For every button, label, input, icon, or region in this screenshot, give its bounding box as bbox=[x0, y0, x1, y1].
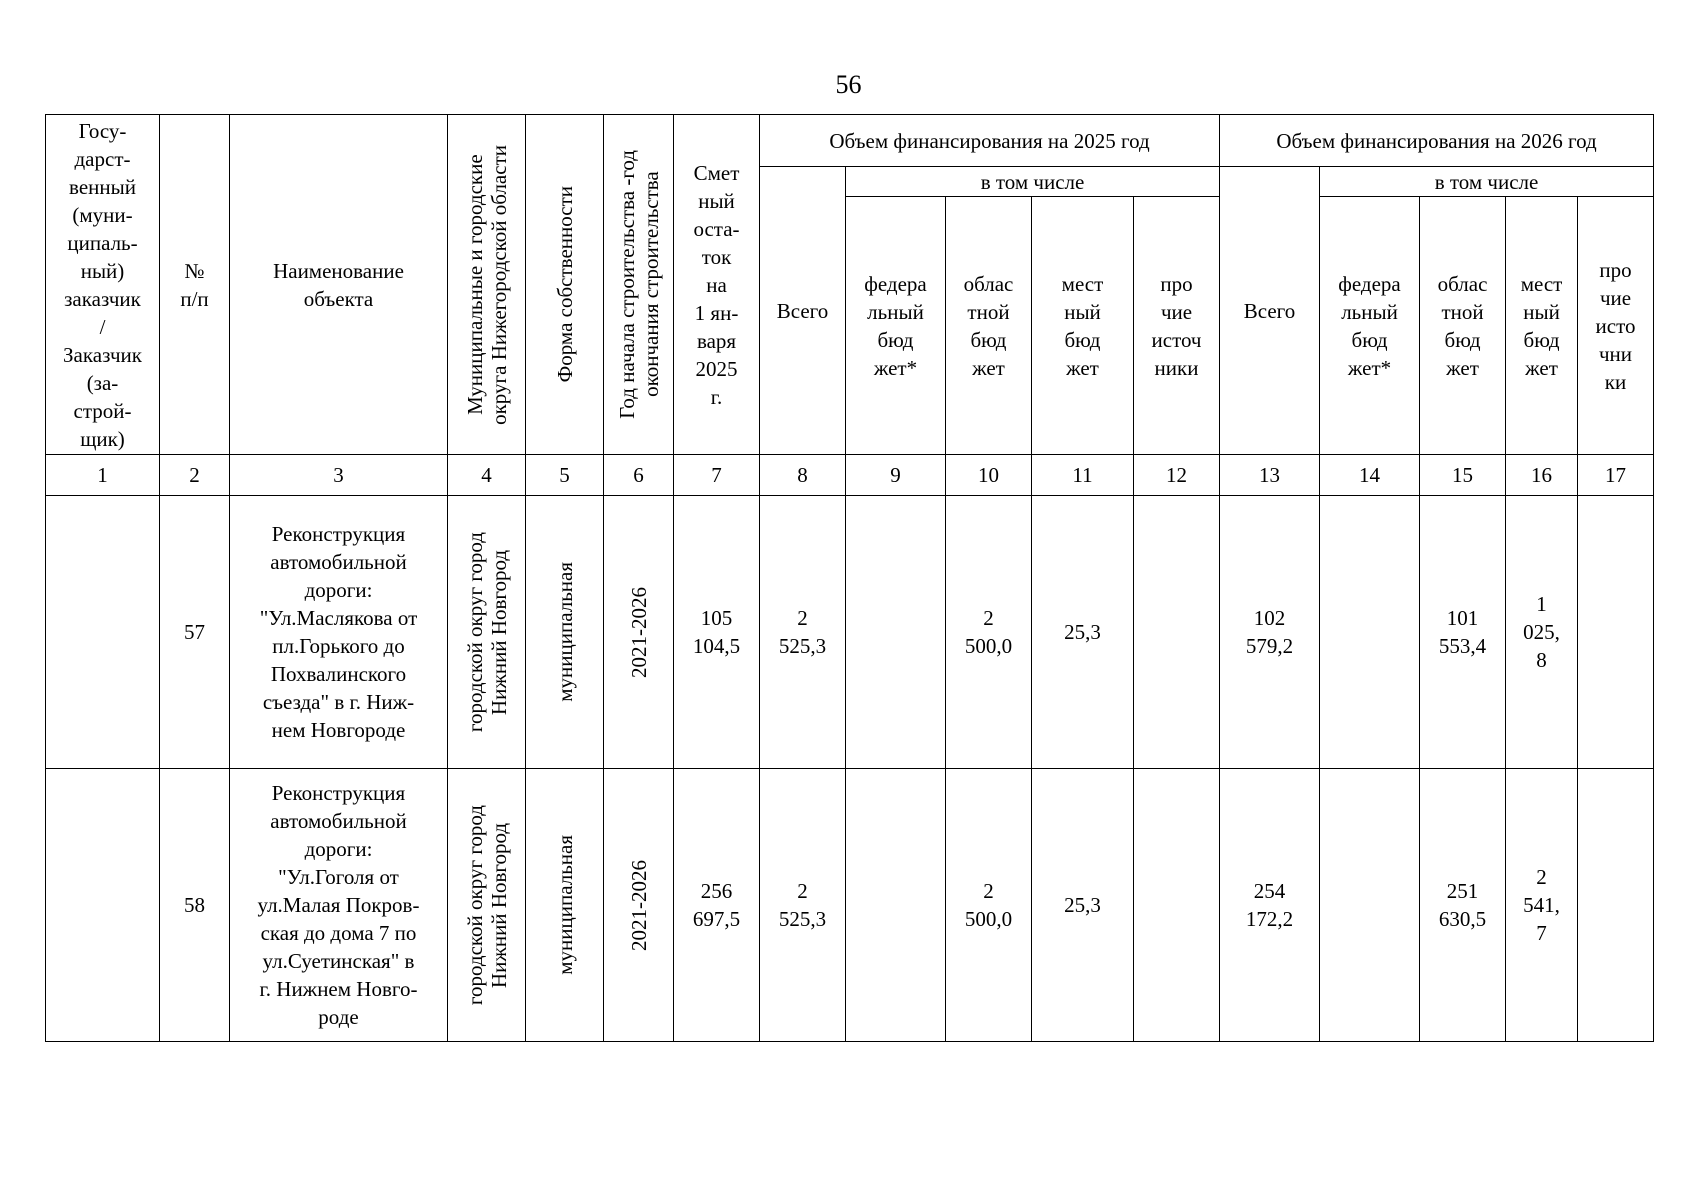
header-ownership-cell bbox=[526, 115, 604, 455]
cell-local-2026: 2 541, 7 bbox=[1506, 769, 1578, 1042]
header-years: Год начала строительства -год окончания строительства bbox=[614, 150, 663, 419]
header-object-name: Наименование объекта bbox=[230, 115, 448, 455]
cell-years: 2021-2026 bbox=[626, 586, 651, 678]
cell-number: 57 bbox=[160, 496, 230, 769]
header-federal-2025: федера льный бюд жет* bbox=[846, 197, 946, 455]
column-number: 14 bbox=[1320, 455, 1420, 496]
cell-ownership-wrap bbox=[526, 769, 604, 1042]
table-row bbox=[46, 496, 1654, 769]
header-local-2025: мест ный бюд жет bbox=[1032, 197, 1134, 455]
cell-local-2026: 1 025, 8 bbox=[1506, 496, 1578, 769]
cell-regional-2026: 101 553,4 bbox=[1420, 496, 1506, 769]
column-number: 12 bbox=[1134, 455, 1220, 496]
column-number: 16 bbox=[1506, 455, 1578, 496]
header-total-2025: Всего bbox=[760, 167, 846, 455]
column-number: 8 bbox=[760, 455, 846, 496]
column-number: 13 bbox=[1220, 455, 1320, 496]
column-number: 10 bbox=[946, 455, 1032, 496]
cell-ownership: муниципальная bbox=[552, 562, 577, 702]
cell-other-2026 bbox=[1578, 769, 1654, 1042]
column-number: 6 bbox=[604, 455, 674, 496]
cell-local-2025: 25,3 bbox=[1032, 496, 1134, 769]
header-other-2026: про чие исто чни ки bbox=[1578, 197, 1654, 455]
cell-other-2026 bbox=[1578, 496, 1654, 769]
column-number: 17 bbox=[1578, 455, 1654, 496]
column-number: 9 bbox=[846, 455, 946, 496]
header-customer: Госу- дарст- венный (муни- ципаль- ный) заказчик / Заказчик (за- строй- щик) bbox=[46, 115, 160, 455]
column-number-row bbox=[46, 455, 1654, 496]
cell-ownership: муниципальная bbox=[552, 835, 577, 975]
header-regional-2026: облас тной бюд жет bbox=[1420, 197, 1506, 455]
column-number: 1 bbox=[46, 455, 160, 496]
header-financing-2025: Объем финансирования на 2025 год bbox=[760, 115, 1220, 167]
cell-ownership-wrap bbox=[526, 496, 604, 769]
cell-object-name: Реконструкция автомобильной дороги: "Ул.Маслякова от пл.Горького до Похвалинского съезда" в г. Ниж- нем Новгороде bbox=[230, 496, 448, 769]
header-regional-2025: облас тной бюд жет bbox=[946, 197, 1032, 455]
cell-number: 58 bbox=[160, 769, 230, 1042]
column-number: 2 bbox=[160, 455, 230, 496]
cell-regional-2025: 2 500,0 bbox=[946, 496, 1032, 769]
cell-years-wrap bbox=[604, 769, 674, 1042]
cell-remainder: 256 697,5 bbox=[674, 769, 760, 1042]
cell-regional-2026: 251 630,5 bbox=[1420, 769, 1506, 1042]
cell-customer bbox=[46, 496, 160, 769]
cell-federal-2026 bbox=[1320, 769, 1420, 1042]
financing-table bbox=[45, 114, 1654, 1042]
header-including-2025: в том числе bbox=[846, 167, 1220, 197]
column-number: 5 bbox=[526, 455, 604, 496]
column-number: 7 bbox=[674, 455, 760, 496]
column-number: 11 bbox=[1032, 455, 1134, 496]
cell-total-2026: 102 579,2 bbox=[1220, 496, 1320, 769]
cell-object-name: Реконструкция автомобильной дороги: "Ул.Гоголя от ул.Малая Покров- ская до дома 7 по ул.Суетинская" в г. Нижнем Новго- роде bbox=[230, 769, 448, 1042]
header-including-2026: в том числе bbox=[1320, 167, 1654, 197]
cell-years: 2021-2026 bbox=[626, 859, 651, 951]
column-number: 15 bbox=[1420, 455, 1506, 496]
cell-customer bbox=[46, 769, 160, 1042]
cell-district-wrap bbox=[448, 769, 526, 1042]
column-number: 4 bbox=[448, 455, 526, 496]
header-ownership: Форма собственности bbox=[552, 186, 577, 383]
cell-other-2025 bbox=[1134, 769, 1220, 1042]
header-federal-2026: федера льный бюд жет* bbox=[1320, 197, 1420, 455]
header-years-cell bbox=[604, 115, 674, 455]
cell-federal-2026 bbox=[1320, 496, 1420, 769]
header-local-2026: мест ный бюд жет bbox=[1506, 197, 1578, 455]
cell-total-2025: 2 525,3 bbox=[760, 496, 846, 769]
header-financing-2026: Объем финансирования на 2026 год bbox=[1220, 115, 1654, 167]
cell-regional-2025: 2 500,0 bbox=[946, 769, 1032, 1042]
cell-years-wrap bbox=[604, 496, 674, 769]
cell-federal-2025 bbox=[846, 496, 946, 769]
cell-district: городской округ город Нижний Новгород bbox=[462, 531, 511, 733]
column-number: 3 bbox=[230, 455, 448, 496]
header-district-cell bbox=[448, 115, 526, 455]
cell-total-2025: 2 525,3 bbox=[760, 769, 846, 1042]
cell-other-2025 bbox=[1134, 496, 1220, 769]
cell-remainder: 105 104,5 bbox=[674, 496, 760, 769]
cell-total-2026: 254 172,2 bbox=[1220, 769, 1320, 1042]
cell-federal-2025 bbox=[846, 769, 946, 1042]
table-row bbox=[46, 769, 1654, 1042]
header-district: Муниципальные и городские округа Нижегородской области bbox=[462, 144, 511, 425]
cell-local-2025: 25,3 bbox=[1032, 769, 1134, 1042]
header-number: № п/п bbox=[160, 115, 230, 455]
cell-district: городской округ город Нижний Новгород bbox=[462, 804, 511, 1006]
header-remainder: Смет ный оста- ток на 1 ян- варя 2025 г. bbox=[674, 115, 760, 455]
header-other-2025: про чие источ ники bbox=[1134, 197, 1220, 455]
page-number: 56 bbox=[835, 70, 862, 99]
header-total-2026: Всего bbox=[1220, 167, 1320, 455]
cell-district-wrap bbox=[448, 496, 526, 769]
